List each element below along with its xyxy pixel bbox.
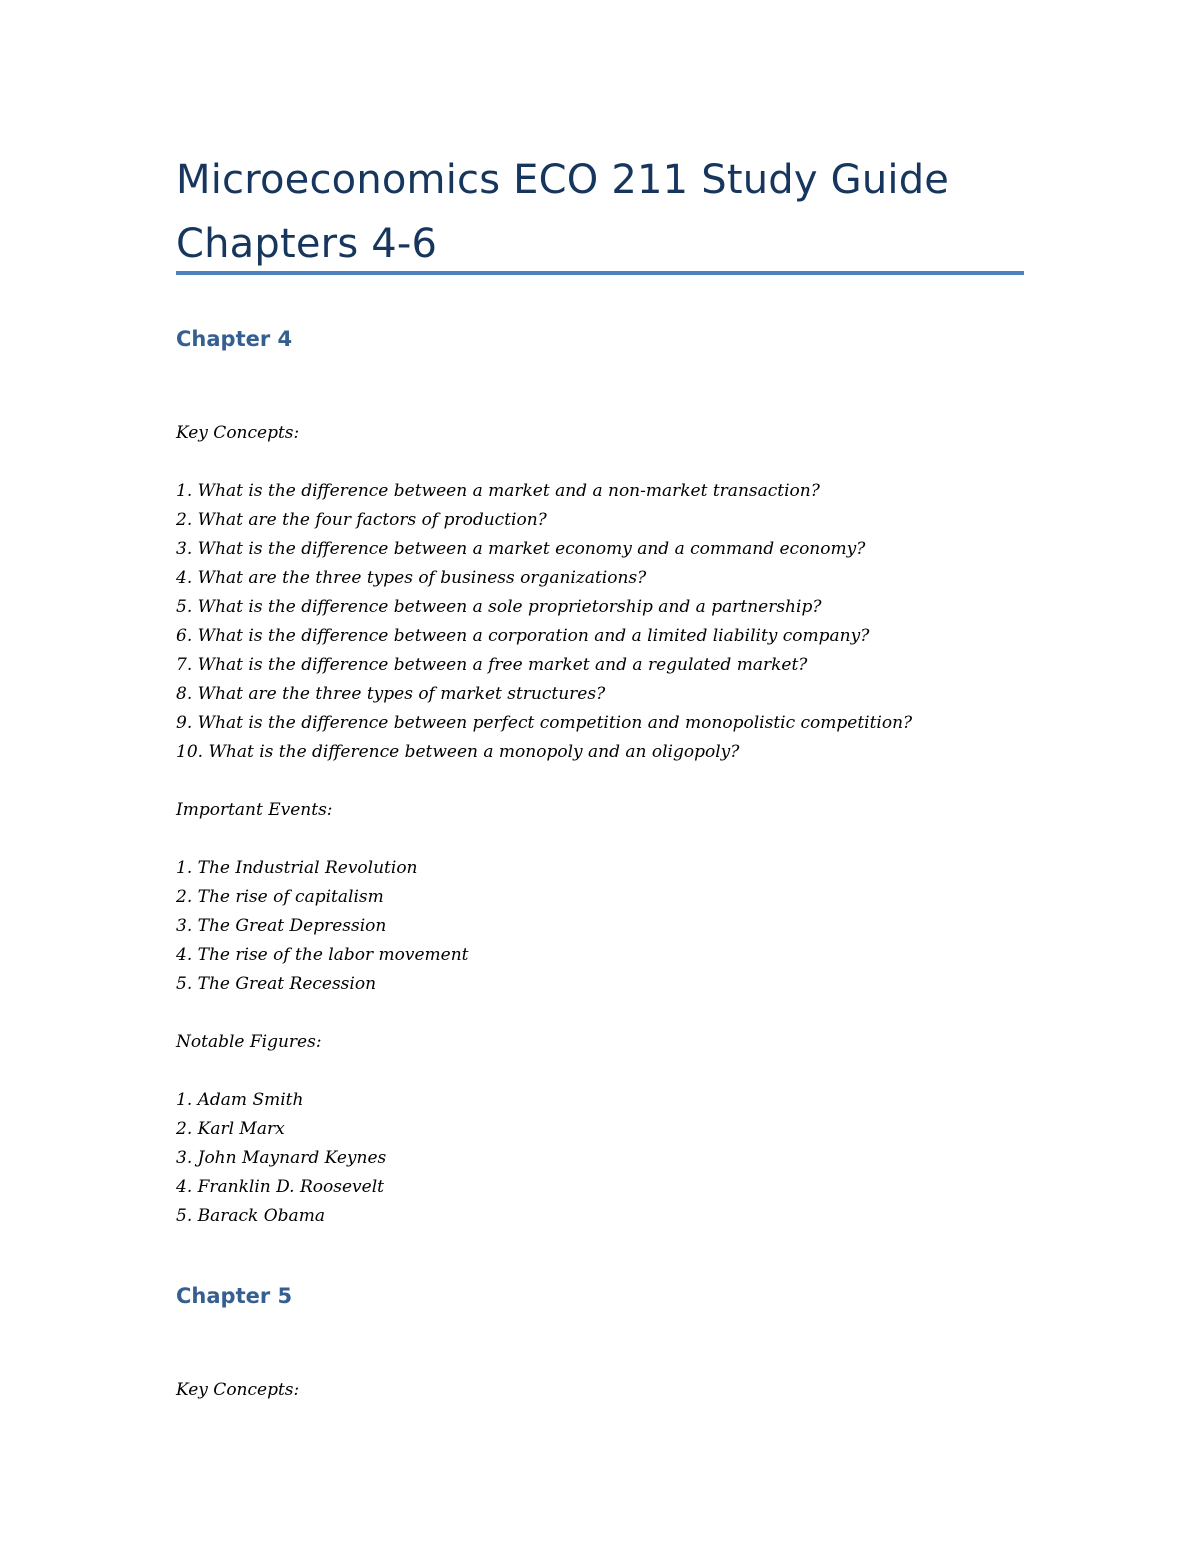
chapter-4-figures-list <box>176 1086 386 1231</box>
list-item: 3. John Maynard Keynes <box>176 1148 387 1168</box>
chapter-4-key-concepts-label: Key Concepts: <box>176 423 300 443</box>
list-item: 5. The Great Recession <box>176 974 377 994</box>
list-item: 10. What is the difference between a monopoly and an oligopoly? <box>176 742 740 762</box>
title-underline <box>176 271 1024 275</box>
document-title <box>176 148 1036 276</box>
title-line-2: Chapters 4-6 <box>176 221 438 267</box>
list-item: 3. The Great Depression <box>176 916 387 936</box>
chapter-4-key-concepts-list <box>176 477 912 767</box>
chapter-5-key-concepts-label: Key Concepts: <box>176 1380 300 1400</box>
list-item: 3. What is the difference between a market economy and a command economy? <box>176 539 866 559</box>
chapter-4-heading: Chapter 4 <box>176 327 293 351</box>
list-item: 2. Karl Marx <box>176 1119 285 1139</box>
chapter-4-events-label: Important Events: <box>176 800 333 820</box>
list-item: 6. What is the difference between a corporation and a limited liability company? <box>176 626 870 646</box>
list-item: 4. The rise of the labor movement <box>176 945 469 965</box>
chapter-5-heading: Chapter 5 <box>176 1284 293 1308</box>
list-item: 4. Franklin D. Roosevelt <box>176 1177 384 1197</box>
list-item: 2. The rise of capitalism <box>176 887 384 907</box>
list-item: 5. What is the difference between a sole proprietorship and a partnership? <box>176 597 822 617</box>
list-item: 7. What is the difference between a free market and a regulated market? <box>176 655 808 675</box>
list-item: 5. Barack Obama <box>176 1206 325 1226</box>
list-item: 8. What are the three types of market structures? <box>176 684 606 704</box>
list-item: 9. What is the difference between perfect competition and monopolistic competition? <box>176 713 913 733</box>
chapter-4-figures-label: Notable Figures: <box>176 1032 322 1052</box>
list-item: 1. Adam Smith <box>176 1090 304 1110</box>
chapter-4-events-list <box>176 854 469 999</box>
list-item: 4. What are the three types of business organizations? <box>176 568 647 588</box>
list-item: 1. The Industrial Revolution <box>176 858 418 878</box>
list-item: 1. What is the difference between a market and a non-market transaction? <box>176 481 820 501</box>
list-item: 2. What are the four factors of production? <box>176 510 547 530</box>
title-line-1: Microeconomics ECO 211 Study Guide <box>176 157 950 203</box>
